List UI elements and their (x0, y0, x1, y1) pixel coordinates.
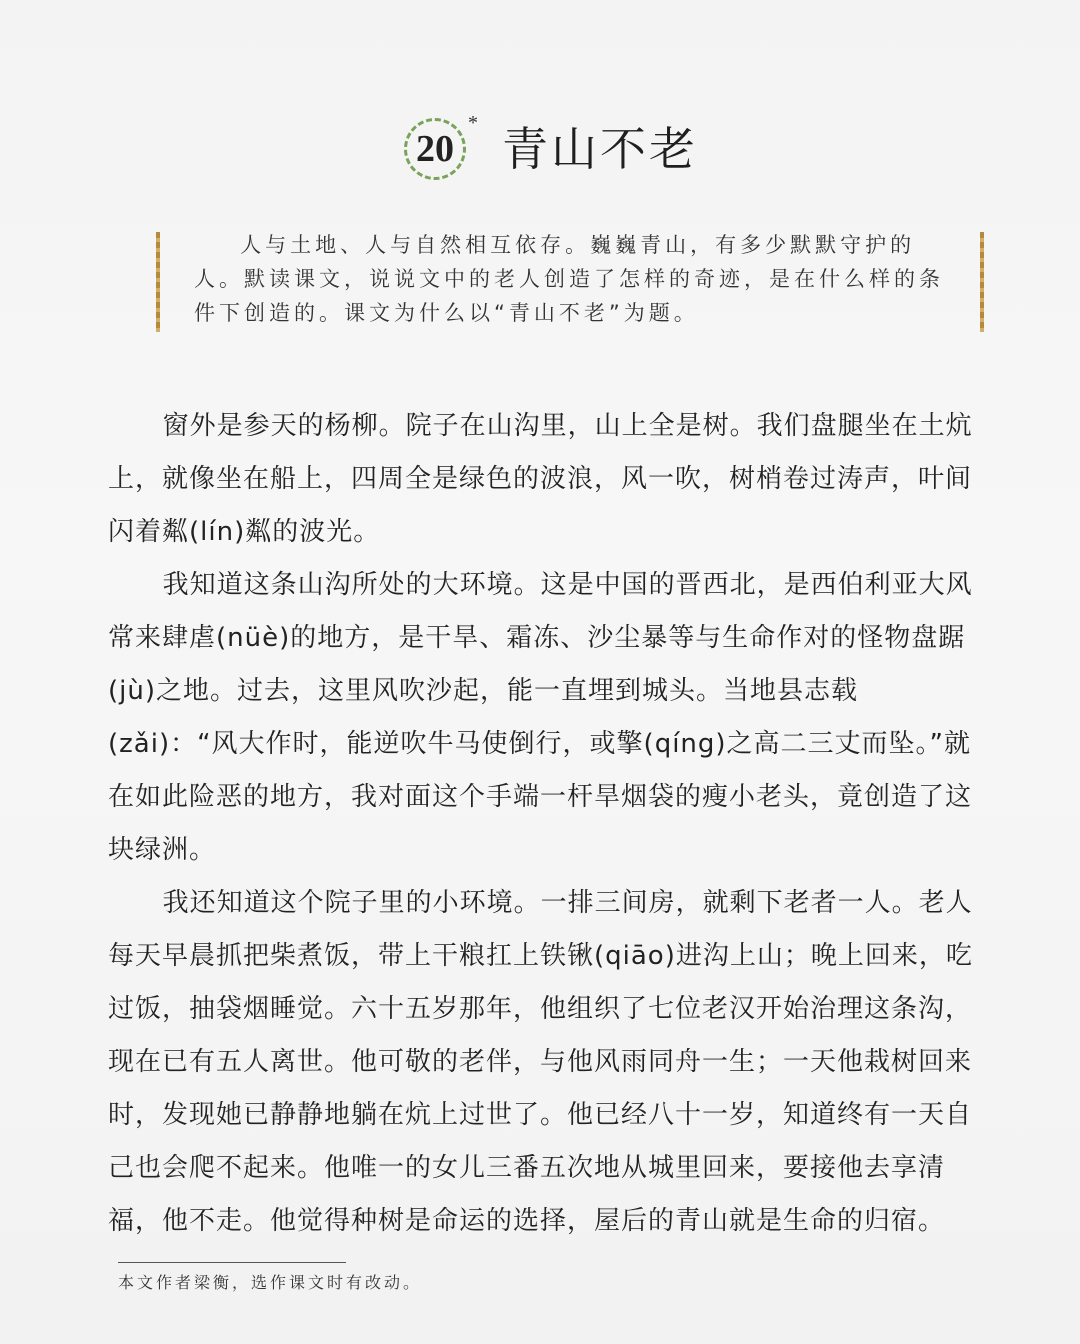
footnote: 本文作者梁衡，选作课文时有改动。 (118, 1273, 423, 1292)
lesson-number: 20 (416, 128, 454, 170)
body-paragraph: 我还知道这个院子里的小环境。一排三间房，就剩下老者一人。老人每天早晨抓把柴煮饭，带上干粮扛上铁锹(qiāo)进沟上山；晚上回来，吃过饭，抽袋烟睡觉。六十五岁那年，他组织了七位老汉开始治理这条沟，现在已有五人离世。他可敬的老伴，与他风雨同舟一生；一天他栽树回来时，发现她已静静地躺在炕上过世了。他已经八十一岁，知道终有一天自己也会爬不起来。他唯一的女儿三番五次地从城里回来，要接他去享清福，他不走。他觉得种树是命运的选择，屋后的青山就是生命的归宿。 (108, 888, 973, 1236)
footnote-divider (118, 1262, 346, 1263)
reading-guide-box (156, 228, 984, 338)
body-paragraph: 窗外是参天的杨柳。院子在山沟里，山上全是树。我们盘腿坐在土炕上，就像坐在船上，四周全是绿色的波浪，风一吹，树梢卷过涛声，叶间闪着粼(lín)粼的波光。 (108, 411, 973, 547)
lesson-marker: * (468, 112, 478, 134)
guide-left-bracket (156, 232, 160, 332)
reading-guide-text: 人与土地、人与自然相互依存。巍巍青山，有多少默默守护的人。默读课文，说说文中的老人创造了怎样的奇迹，是在什么样的条件下创造的。课文为什么以“青山不老”为题。 (194, 233, 944, 325)
lesson-title: 青山不老 (502, 122, 698, 176)
lesson-number-badge (404, 118, 466, 180)
lesson-header (0, 108, 1080, 198)
body-paragraph: 我知道这条山沟所处的大环境。这是中国的晋西北，是西伯利亚大风常来肆虐(nüè)的地方，是干旱、霜冻、沙尘暴等与生命作对的怪物盘踞(jù)之地。过去，这里风吹沙起，能一直埋到城头。当地县志载(zǎi)：“风大作时，能逆吹牛马使倒行，或擎(qíng)之高二三丈而坠。”就在如此险恶的地方，我对面这个手端一杆旱烟袋的瘦小老头，竟创造了这块绿洲。 (108, 570, 973, 865)
lesson-body (108, 400, 988, 1248)
guide-right-bracket (980, 232, 984, 332)
